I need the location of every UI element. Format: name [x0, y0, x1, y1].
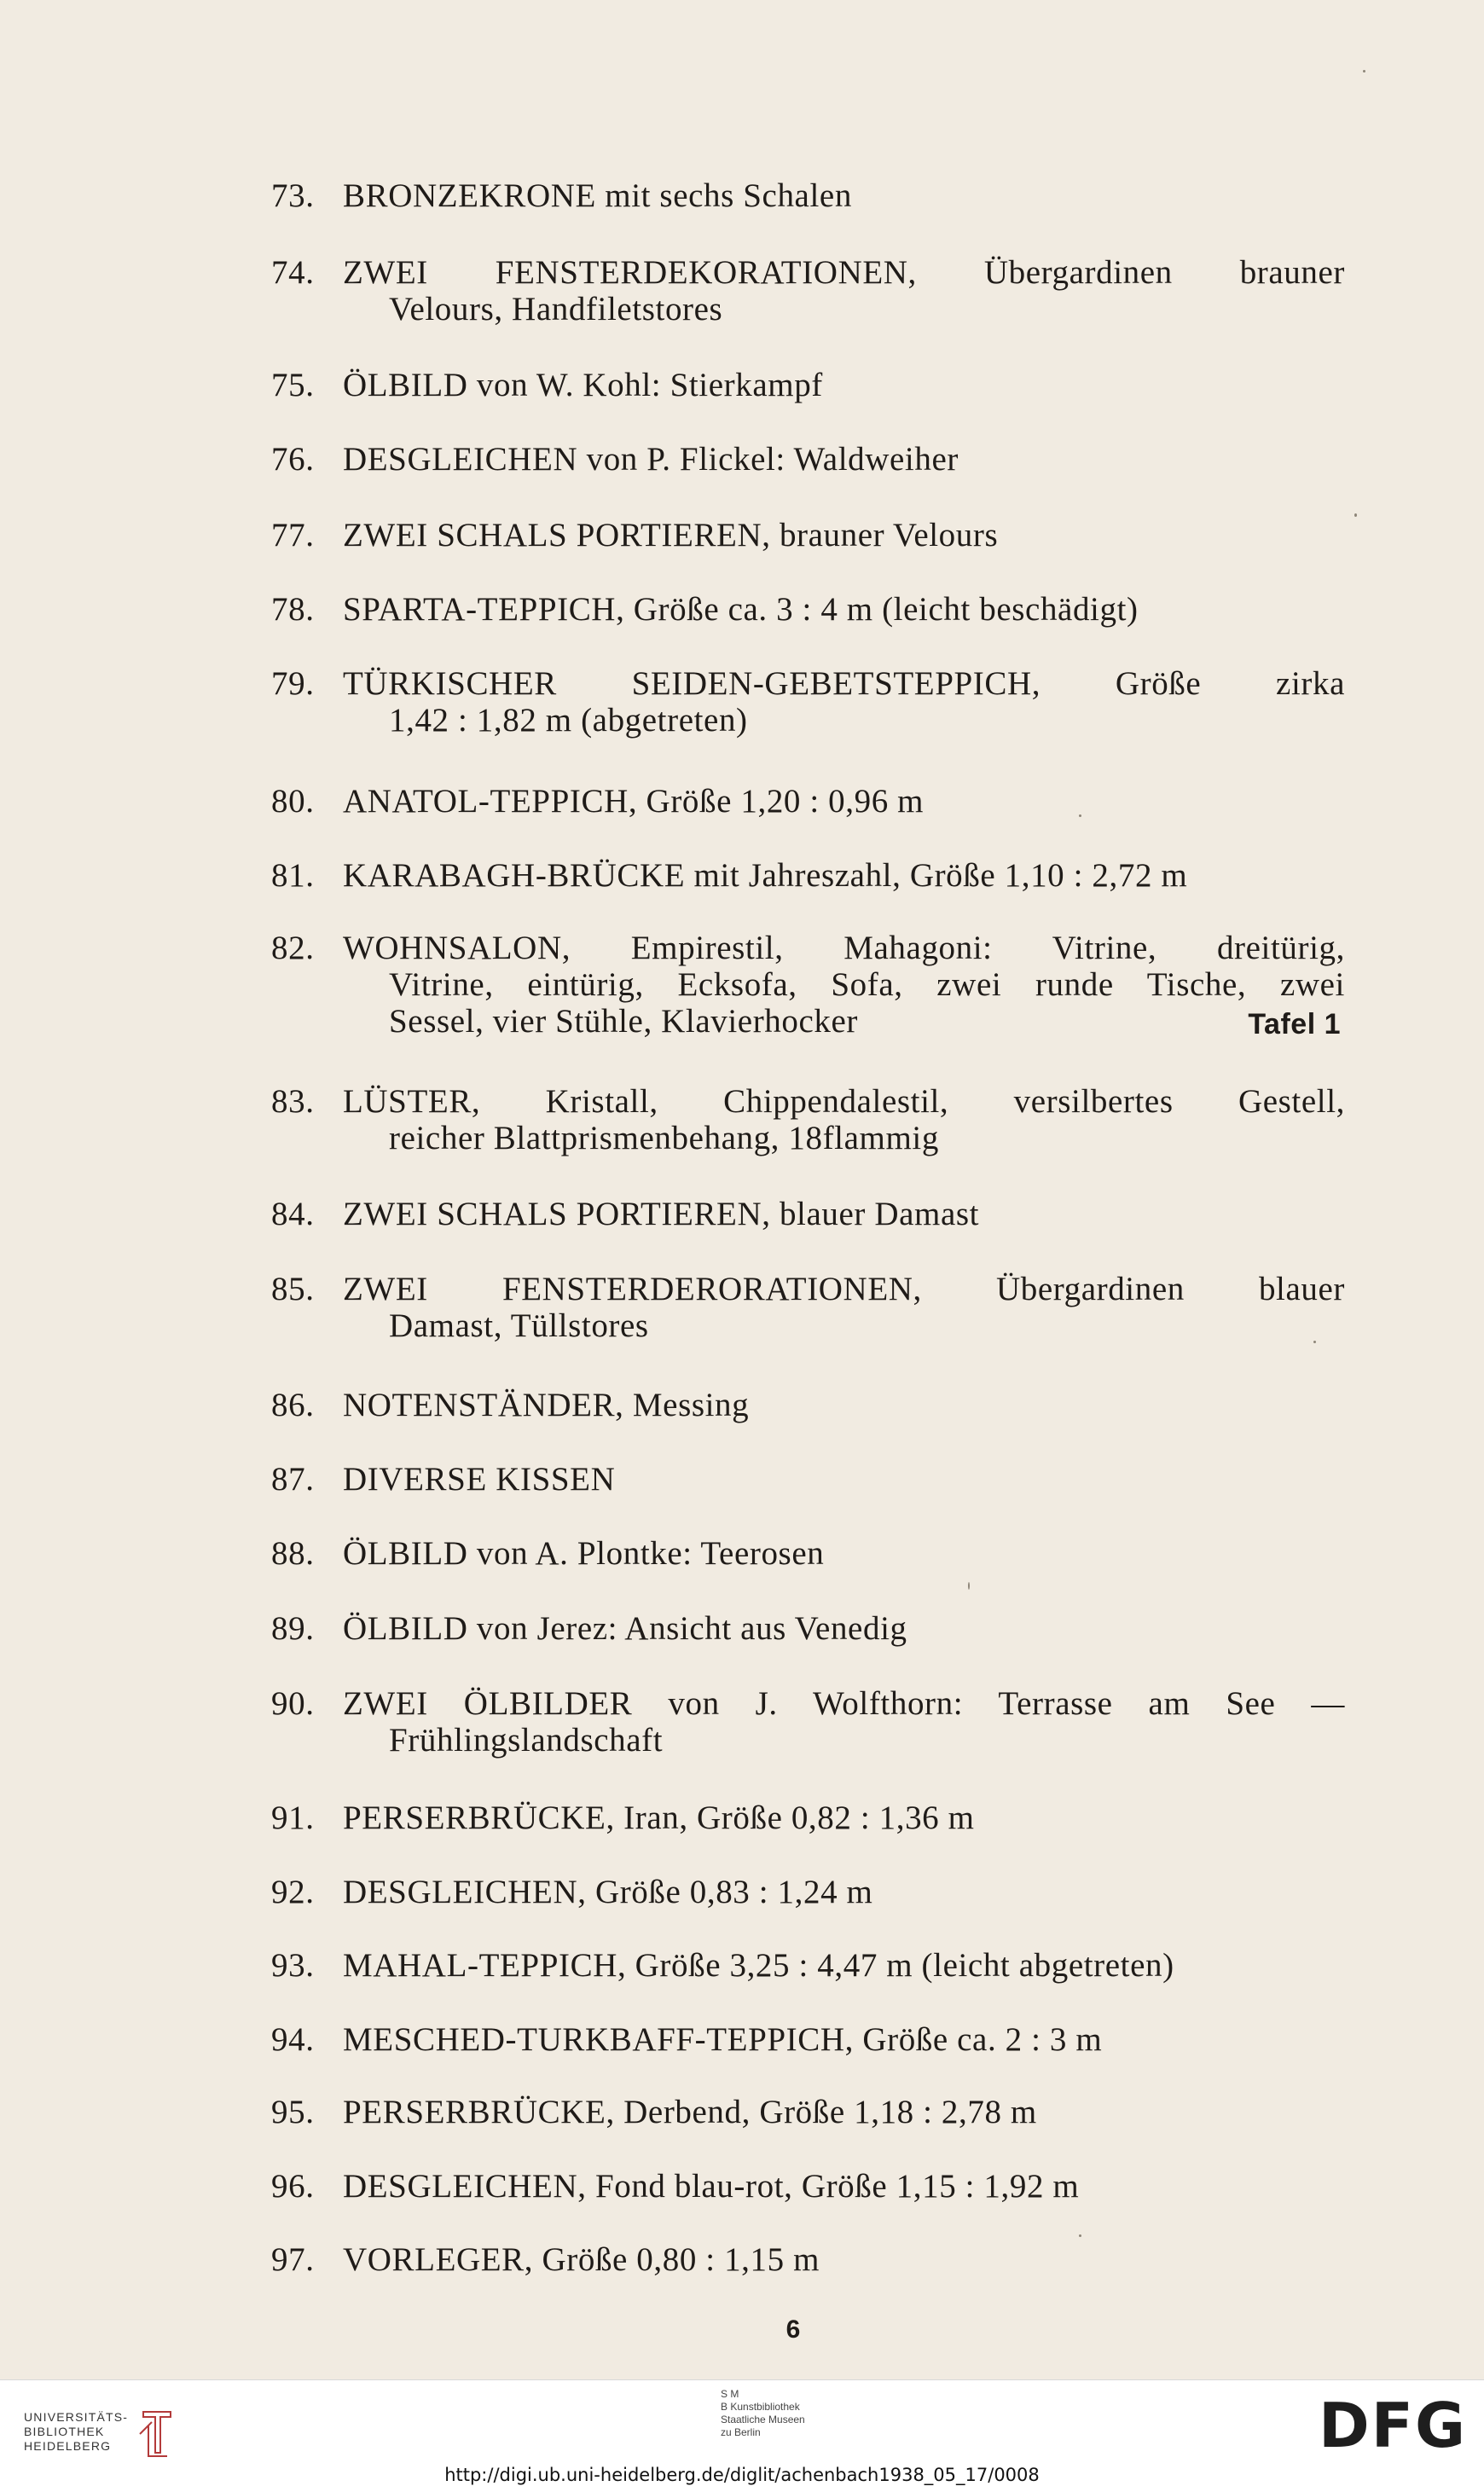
entry-line: TÜRKISCHER SEIDEN-GEBETSTEPPICH, Größe zirka	[343, 665, 1345, 702]
entry-number: 82.	[271, 930, 315, 966]
permalink-url[interactable]: http://digi.ub.uni-heidelberg.de/diglit/achenbach1938_05_17/0008	[444, 2465, 1040, 2485]
entry-line: Sessel, vier Stühle, Klavierhocker	[389, 1003, 859, 1040]
entry-line: DESGLEICHEN, Größe 0,83 : 1,24 m	[343, 1874, 873, 1910]
smb-line: S M	[721, 2388, 739, 2400]
entry-number: 89.	[271, 1610, 315, 1647]
entry-description	[343, 1685, 1345, 1759]
entry-number: 95.	[271, 2094, 315, 2130]
entry-number: 76.	[271, 441, 315, 478]
entry-description	[343, 2021, 1345, 2058]
entry-description	[343, 1387, 1345, 1423]
entry-description	[343, 665, 1345, 739]
smb-line: B Kunstbibliothek	[721, 2401, 800, 2413]
entry-line: SPARTA-TEPPICH, Größe ca. 3 : 4 m (leicht beschädigt)	[343, 591, 1139, 628]
entry-description	[343, 930, 1345, 1040]
entry-line: MAHAL-TEPPICH, Größe 3,25 : 4,47 m (leicht abgetreten)	[343, 1947, 1174, 1984]
entry-line: Frühlingslandschaft	[389, 1722, 664, 1759]
university-library-label	[24, 2410, 135, 2454]
entry-number: 92.	[271, 1874, 315, 1910]
entry-number: 75.	[271, 367, 315, 403]
entry-line: WOHNSALON, Empirestil, Mahagoni: Vitrine, dreitürig,	[343, 930, 1345, 966]
entry-line: DESGLEICHEN von P. Flickel: Waldweiher	[343, 441, 959, 478]
university-line: BIBLIOTHEK	[24, 2425, 105, 2438]
entry-line: ZWEI FENSTERDEKORATIONEN, Übergardinen brauner	[343, 254, 1345, 291]
entry-number: 83.	[271, 1083, 315, 1120]
entry-number: 73.	[271, 177, 315, 214]
entry-line: 1,42 : 1,82 m (abgetreten)	[389, 702, 748, 739]
entry-line: ANATOL-TEPPICH, Größe 1,20 : 0,96 m	[343, 783, 925, 820]
entry-line: BRONZEKRONE mit sechs Schalen	[343, 177, 852, 214]
entry-line: reicher Blattprismenbehang, 18flammig	[389, 1120, 939, 1156]
university-line: UNIVERSITÄTS-	[24, 2410, 129, 2424]
entry-description	[343, 783, 1345, 820]
entry-description	[343, 2168, 1345, 2205]
entry-line: NOTENSTÄNDER, Messing	[343, 1387, 750, 1423]
dfg-logo: DFG	[1319, 2390, 1468, 2461]
entry-description	[343, 1196, 1345, 1232]
entry-description	[343, 1461, 1345, 1498]
entry-line: ÖLBILD von Jerez: Ansicht aus Venedig	[343, 1610, 907, 1647]
entry-line: KARABAGH-BRÜCKE mit Jahreszahl, Größe 1,10 : 2,72 m	[343, 857, 1188, 894]
entry-number: 87.	[271, 1461, 315, 1498]
entry-description	[343, 1610, 1345, 1647]
entry-description	[343, 1535, 1345, 1572]
entry-line: ZWEI SCHALS PORTIEREN, brauner Velours	[343, 517, 999, 553]
entry-number: 74.	[271, 254, 315, 291]
entry-description	[343, 2094, 1345, 2130]
entry-number: 77.	[271, 517, 315, 553]
entry-line: Damast, Tüllstores	[389, 1307, 649, 1344]
entry-line: VORLEGER, Größe 0,80 : 1,15 m	[343, 2241, 820, 2278]
entry-description	[343, 367, 1345, 403]
entry-number: 85.	[271, 1271, 315, 1307]
entry-description	[343, 1874, 1345, 1910]
entry-number: 78.	[271, 591, 315, 628]
entry-description	[343, 1799, 1345, 1836]
entry-description	[343, 591, 1345, 628]
entry-description	[343, 2241, 1345, 2278]
plate-reference: Tafel 1	[1248, 1008, 1341, 1040]
entry-line: PERSERBRÜCKE, Derbend, Größe 1,18 : 2,78 m	[343, 2094, 1037, 2130]
smb-line: Staatliche Museen	[721, 2414, 805, 2425]
entry-number: 88.	[271, 1535, 315, 1572]
entry-line: ÖLBILD von W. Kohl: Stierkampf	[343, 367, 823, 403]
entry-number: 81.	[271, 857, 315, 894]
entry-number: 91.	[271, 1799, 315, 1836]
entry-description	[343, 1083, 1345, 1156]
entry-line: PERSERBRÜCKE, Iran, Größe 0,82 : 1,36 m	[343, 1799, 975, 1836]
entry-description	[343, 254, 1345, 327]
entry-number: 94.	[271, 2021, 315, 2058]
entry-description	[343, 441, 1345, 478]
entry-description	[343, 177, 1345, 214]
entry-line: ZWEI SCHALS PORTIEREN, blauer Damast	[343, 1196, 980, 1232]
entry-description	[343, 1947, 1345, 1984]
entry-line: ÖLBILD von A. Plontke: Teerosen	[343, 1535, 825, 1572]
university-logo-icon	[136, 2408, 177, 2460]
entry-line: MESCHED-TURKBAFF-TEPPICH, Größe ca. 2 : 3 m	[343, 2021, 1103, 2058]
entry-line: ZWEI FENSTERDERORATIONEN, Übergardinen blauer	[343, 1271, 1345, 1307]
entry-line: DESGLEICHEN, Fond blau-rot, Größe 1,15 : 1,92 m	[343, 2168, 1080, 2205]
entry-number: 97.	[271, 2241, 315, 2278]
entry-number: 90.	[271, 1685, 315, 1722]
entry-number: 80.	[271, 783, 315, 820]
entry-number: 84.	[271, 1196, 315, 1232]
entry-number: 93.	[271, 1947, 315, 1984]
entry-number: 86.	[271, 1387, 315, 1423]
smb-kunstbibliothek-label	[721, 2388, 874, 2439]
page-number: 6	[785, 2315, 801, 2344]
entry-line: Vitrine, eintürig, Ecksofa, Sofa, zwei runde Tische, zwei	[389, 966, 1345, 1003]
entry-number: 96.	[271, 2168, 315, 2205]
entry-description	[343, 1271, 1345, 1344]
entry-number: 79.	[271, 665, 315, 702]
entry-line: DIVERSE KISSEN	[343, 1461, 616, 1498]
entry-description	[343, 857, 1345, 894]
entry-line: LÜSTER, Kristall, Chippendalestil, versilbertes Gestell,	[343, 1083, 1345, 1120]
smb-line: zu Berlin	[721, 2426, 761, 2438]
entry-line: ZWEI ÖLBILDER von J. Wolfthorn: Terrasse am See —	[343, 1685, 1345, 1722]
entry-description	[343, 517, 1345, 553]
entry-line: Velours, Handfiletstores	[389, 291, 723, 327]
university-line: HEIDELBERG	[24, 2439, 112, 2453]
